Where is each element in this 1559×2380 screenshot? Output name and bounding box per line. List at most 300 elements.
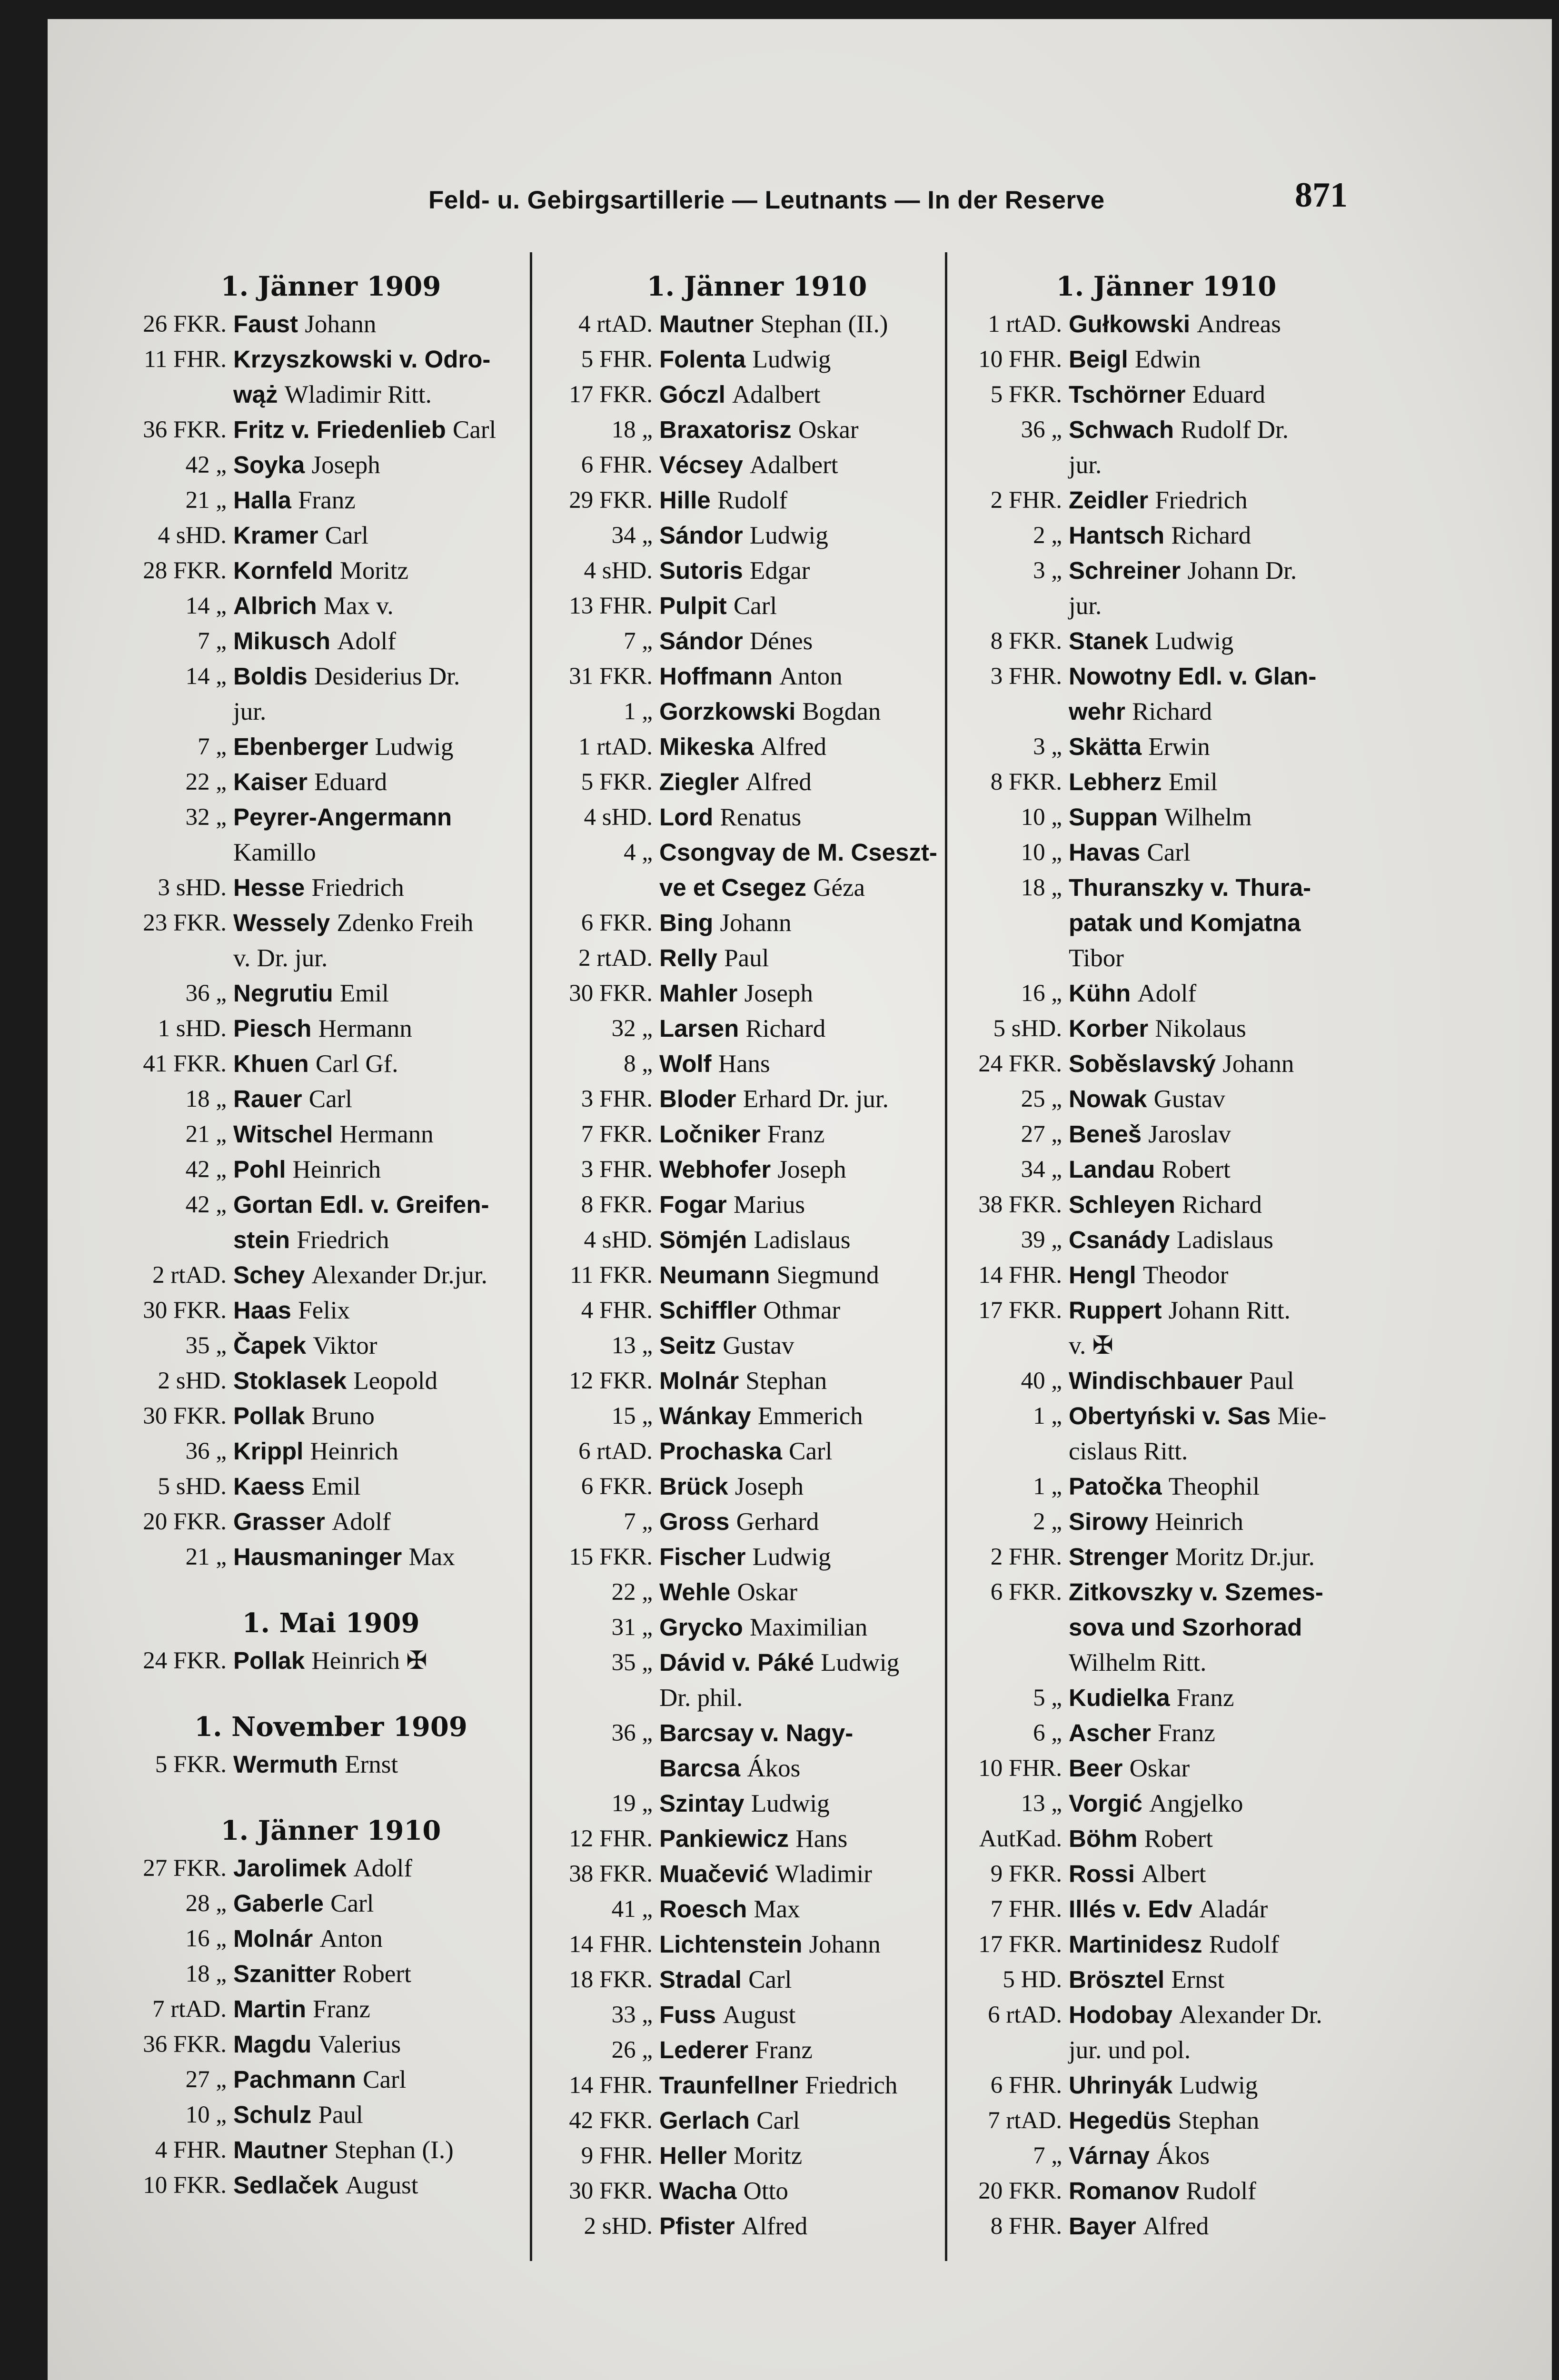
officer-name: [233, 518, 536, 553]
officer-entry: [552, 764, 962, 800]
officer-entry: [962, 1962, 1371, 1997]
surname: wehr: [1069, 698, 1126, 725]
officer-entry: [552, 1328, 962, 1363]
surname: Tschörner: [1069, 381, 1186, 408]
surname: Magdu: [233, 2031, 312, 2058]
officer-name: [659, 1680, 962, 1716]
officer-entry: [552, 1258, 962, 1293]
surname: Gorzkowski: [659, 698, 796, 725]
officer-name: [659, 1962, 962, 1997]
officer-name: [1069, 694, 1371, 729]
officer-name: [659, 342, 962, 377]
surname: Halla: [233, 486, 291, 514]
unit-number: 27 „: [1021, 1121, 1062, 1148]
surname: Hegedüs: [1069, 2107, 1172, 2134]
given-name: Alexander Dr.jur.: [311, 1261, 487, 1289]
unit-number: 6 FHR.: [990, 2072, 1062, 2099]
given-name: Johann: [1222, 1050, 1294, 1078]
given-name: Robert: [342, 1960, 411, 1988]
officer-name: [659, 1539, 962, 1575]
officer-name: [233, 1434, 536, 1469]
given-name: Mie-: [1277, 1402, 1327, 1430]
officer-name: [659, 2068, 962, 2103]
officer-entry: [552, 1716, 962, 1751]
unit-number: 4 sHD.: [584, 804, 653, 831]
officer-entry: [962, 870, 1371, 905]
unit-number: 18 „: [185, 1086, 227, 1112]
surname: Lebherz: [1069, 768, 1162, 795]
given-name: August: [345, 2172, 418, 2199]
surname: Mikusch: [233, 627, 331, 654]
given-name: jur.: [1069, 592, 1102, 620]
given-name: Adolf: [337, 627, 396, 655]
given-name: Stephan (II.): [760, 310, 888, 338]
surname: Seitz: [659, 1332, 716, 1359]
unit-number: 10 „: [1021, 839, 1062, 866]
officer-entry: [126, 1187, 536, 1222]
officer-name: [659, 2033, 962, 2068]
officer-name: [1069, 1011, 1371, 1046]
officer-entry: [552, 1222, 962, 1258]
unit-number: 30 FKR.: [143, 1403, 227, 1429]
given-name: Emil: [311, 1473, 361, 1500]
unit-number: 25 „: [1021, 1086, 1062, 1112]
unit-number: 6 „: [1033, 1720, 1062, 1746]
officer-entry: [962, 412, 1371, 447]
officer-entry: [962, 1892, 1371, 1927]
surname: Krzyszkowski v. Odro-: [233, 346, 491, 373]
given-name: Paul: [318, 2101, 363, 2129]
officer-name: [233, 1504, 536, 1539]
officer-entry: [126, 624, 536, 659]
officer-name: [233, 1328, 536, 1363]
officer-name: [233, 659, 536, 694]
surname: Wehle: [659, 1578, 731, 1606]
surname: Beneš: [1069, 1121, 1142, 1148]
page-title: Feld- u. Gebirgsartillerie — Leutnants — In der Reserve: [428, 186, 1105, 214]
officer-name: [1069, 1046, 1371, 1081]
unit-number: 7 „: [624, 1508, 653, 1535]
unit-number: 5 „: [1033, 1685, 1062, 1711]
surname: Sándor: [659, 522, 743, 549]
officer-name: [1069, 1152, 1371, 1187]
officer-name: [659, 1997, 962, 2033]
officer-name: [659, 941, 962, 976]
unit-number: 15 FKR.: [569, 1544, 653, 1570]
officer-name: [233, 729, 536, 764]
officer-entry: [126, 1921, 536, 1956]
surname: ve et Csegez: [659, 874, 806, 901]
given-name: jur.: [233, 698, 267, 725]
unit-number: 34 „: [1021, 1156, 1062, 1183]
given-name: Ludwig: [821, 1649, 900, 1676]
surname: Obertyński v. Sas: [1069, 1402, 1271, 1429]
officer-entry: [962, 1645, 1371, 1680]
unit-number: 18 „: [185, 1961, 227, 1987]
unit-number: 14 FHR.: [978, 1262, 1062, 1289]
unit-number: 10 FKR.: [143, 2172, 227, 2199]
officer-name: [1069, 1539, 1371, 1575]
given-name: Johann Dr.: [1187, 557, 1297, 585]
officer-name: [659, 1504, 962, 1539]
officer-name: [659, 1856, 962, 1892]
surname: Soyka: [233, 451, 305, 478]
officer-entry: [962, 1680, 1371, 1716]
surname: Webhofer: [659, 1156, 771, 1183]
officer-entry: [962, 941, 1371, 976]
officer-name: [1069, 518, 1371, 553]
given-name: Aladár: [1199, 1895, 1268, 1923]
unit-number: 13 FHR.: [569, 593, 653, 619]
surname: Pollak: [233, 1402, 305, 1429]
officer-name: [1069, 1258, 1371, 1293]
unit-number: 34 „: [611, 522, 653, 549]
officer-name: [659, 1117, 962, 1152]
officer-entry: [962, 1011, 1371, 1046]
officer-name: [659, 1716, 962, 1751]
given-name: Felix: [298, 1297, 350, 1324]
officer-name: [659, 1152, 962, 1187]
officer-name: [1069, 1645, 1371, 1680]
officer-entry: [126, 2097, 536, 2132]
officer-name: [233, 870, 536, 905]
officer-entry: [552, 1046, 962, 1081]
officer-name: [1069, 342, 1371, 377]
surname: sova und Szorhorad: [1069, 1614, 1302, 1641]
officer-entry: [126, 307, 536, 342]
given-name: Otto: [743, 2177, 788, 2205]
given-name: Marius: [733, 1191, 805, 1219]
surname: Pohl: [233, 1156, 286, 1183]
officer-name: [659, 1293, 962, 1328]
given-name: Maximilian: [749, 1614, 868, 1641]
surname: Kühn: [1069, 980, 1131, 1007]
unit-number: 2 rtAD.: [578, 945, 653, 972]
officer-entry: [126, 941, 536, 976]
given-name: Géza: [813, 874, 865, 902]
given-name: Johann Ritt.: [1168, 1297, 1291, 1324]
officer-name: [233, 307, 536, 342]
officer-entry: [552, 2068, 962, 2103]
officer-entry: [552, 1434, 962, 1469]
unit-number: 42 FKR.: [569, 2107, 653, 2134]
officer-name: [659, 377, 962, 412]
given-name: Adolf: [1137, 980, 1197, 1007]
officer-entry: [552, 659, 962, 694]
officer-name: [233, 447, 536, 483]
officer-name: [233, 1398, 536, 1434]
officer-name: [659, 2103, 962, 2138]
surname: Soběslavský: [1069, 1050, 1216, 1077]
given-name: Max v.: [323, 592, 394, 620]
officer-entry: [126, 1469, 536, 1504]
officer-entry: [962, 1575, 1371, 1610]
surname: Gortan Edl. v. Greifen-: [233, 1191, 489, 1218]
surname: Ruppert: [1069, 1297, 1162, 1324]
surname: Korber: [1069, 1015, 1149, 1042]
officer-entry: [126, 1152, 536, 1187]
given-name: Ludwig: [375, 733, 454, 761]
given-name: Wladimir: [775, 1860, 872, 1888]
unit-number: 41 „: [611, 1896, 653, 1923]
unit-number: 18 FKR.: [569, 1966, 653, 1993]
officer-entry: [552, 588, 962, 624]
officer-name: [1069, 800, 1371, 835]
surname: Molnár: [659, 1367, 739, 1394]
officer-name: [233, 2168, 536, 2203]
given-name: Johann: [809, 1931, 881, 1958]
given-name: Richard: [1171, 522, 1251, 549]
surname: Stradal: [659, 1966, 742, 1993]
given-name: Ernst: [1171, 1966, 1225, 1993]
unit-number: 11 FHR.: [144, 346, 227, 373]
unit-number: 36 „: [185, 1438, 227, 1465]
unit-number: 1 „: [624, 698, 653, 725]
officer-name: [233, 764, 536, 800]
unit-number: 22 „: [611, 1579, 653, 1606]
officer-entry: [126, 976, 536, 1011]
unit-number: 5 FKR.: [581, 769, 653, 795]
surname: Wermuth: [233, 1751, 338, 1778]
officer-name: [233, 483, 536, 518]
officer-name: [233, 694, 536, 729]
given-name: Carl: [325, 522, 369, 549]
unit-number: 18 „: [1021, 874, 1062, 901]
officer-entry: [962, 1856, 1371, 1892]
officer-entry: [962, 694, 1371, 729]
officer-name: [233, 2132, 536, 2168]
officer-name: [1069, 2103, 1371, 2138]
officer-name: [233, 1081, 536, 1117]
unit-number: 2 FHR.: [990, 1544, 1062, 1570]
officer-name: [659, 1222, 962, 1258]
surname: Rossi: [1069, 1860, 1135, 1887]
officer-name: [1069, 1610, 1371, 1645]
officer-name: [1069, 1927, 1371, 1962]
officer-name: [659, 1398, 962, 1434]
officer-entry: [126, 518, 536, 553]
officer-entry: [962, 2033, 1371, 2068]
given-name: Leopold: [353, 1367, 437, 1395]
officer-name: [233, 1886, 536, 1921]
given-name: Franz: [755, 2036, 813, 2064]
surname: Pfister: [659, 2212, 735, 2240]
surname: Ziegler: [659, 768, 739, 795]
officer-entry: [552, 1187, 962, 1222]
officer-name: [1069, 976, 1371, 1011]
surname: Hoffmann: [659, 663, 773, 690]
officer-name: [233, 941, 536, 976]
given-name: Franz: [298, 486, 356, 514]
officer-name: [1069, 1821, 1371, 1856]
officer-name: [233, 342, 536, 377]
surname: Fogar: [659, 1191, 727, 1218]
officer-entry: [962, 1222, 1371, 1258]
surname: Roesch: [659, 1895, 747, 1923]
surname: Schiffler: [659, 1297, 757, 1324]
surname: Pachmann: [233, 2066, 356, 2093]
officer-entry: [962, 342, 1371, 377]
given-name: Max: [408, 1543, 455, 1571]
officer-entry: [552, 694, 962, 729]
officer-entry: [126, 870, 536, 905]
officer-entry: [552, 483, 962, 518]
surname: Lord: [659, 803, 714, 831]
officer-name: [659, 905, 962, 941]
surname: patak und Komjatna: [1069, 909, 1301, 936]
surname: Wolf: [659, 1050, 712, 1077]
column-1: [126, 267, 536, 2203]
officer-entry: [552, 447, 962, 483]
given-name: Gustav: [723, 1332, 794, 1359]
unit-number: 10 FHR.: [978, 1755, 1062, 1782]
officer-name: [1069, 1786, 1371, 1821]
given-name: Moritz: [339, 557, 409, 585]
officer-name: [1069, 1504, 1371, 1539]
surname: Vorgić: [1069, 1790, 1142, 1817]
unit-number: 30 FKR.: [569, 2178, 653, 2204]
given-name: Heinrich: [1155, 1508, 1243, 1536]
unit-number: 26 „: [611, 2037, 653, 2063]
unit-number: 1 rtAD.: [988, 311, 1062, 337]
officer-entry: [126, 2062, 536, 2097]
surname: Brück: [659, 1473, 728, 1500]
given-name: Carl: [748, 1966, 792, 1993]
officer-entry: [962, 659, 1371, 694]
officer-entry: [962, 1610, 1371, 1645]
officer-entry: [126, 1258, 536, 1293]
surname: Wessely: [233, 909, 330, 936]
surname: Ločniker: [659, 1121, 761, 1148]
officer-entry: [962, 1997, 1371, 2033]
officer-entry: [126, 377, 536, 412]
officer-name: [233, 1469, 536, 1504]
officer-name: [659, 2138, 962, 2173]
officer-name: [659, 764, 962, 800]
surname: Mikeska: [659, 733, 754, 760]
surname: stein: [233, 1226, 290, 1253]
surname: Kaiser: [233, 768, 308, 795]
unit-number: 14 FHR.: [569, 1931, 653, 1958]
given-name: Angjelko: [1149, 1790, 1243, 1817]
surname: Beigl: [1069, 346, 1128, 373]
unit-number: 4 rtAD.: [578, 311, 653, 337]
surname: Faust: [233, 310, 298, 337]
given-name: Hermann: [339, 1121, 434, 1148]
given-name: Alexander Dr.: [1179, 2001, 1322, 2029]
officer-name: [1069, 835, 1371, 870]
unit-number: 2 sHD.: [584, 2213, 653, 2240]
given-name: Ladislaus: [754, 1226, 851, 1254]
officer-entry: [552, 2209, 962, 2244]
surname: Barcsa: [659, 1755, 741, 1782]
officer-name: [233, 1152, 536, 1187]
page-number: 871: [1295, 176, 1348, 215]
unit-number: 3 sHD.: [158, 874, 227, 901]
officer-entry: [552, 1962, 962, 1997]
unit-number: 41 FKR.: [143, 1051, 227, 1077]
unit-number: 2 „: [1033, 522, 1062, 549]
unit-number: 28 FKR.: [143, 557, 227, 584]
unit-number: 32 „: [611, 1015, 653, 1042]
officer-entry: [552, 1293, 962, 1328]
unit-number: 17 FKR.: [569, 381, 653, 408]
unit-number: 14 FHR.: [569, 2072, 653, 2099]
unit-number: 4 FHR.: [581, 1297, 653, 1324]
unit-number: 8 FKR.: [990, 769, 1062, 795]
unit-number: 1 rtAD.: [578, 734, 653, 760]
officer-entry: [552, 1398, 962, 1434]
officer-name: [1069, 553, 1371, 588]
given-name: Paul: [1249, 1367, 1294, 1395]
officer-name: [1069, 1469, 1371, 1504]
given-name: Zdenko Freih: [337, 909, 474, 937]
given-name: Adolf: [332, 1508, 391, 1536]
surname: Schwach: [1069, 416, 1174, 443]
surname: Csongvay de M. Cseszt-: [659, 839, 937, 866]
officer-name: [233, 1258, 536, 1293]
unit-number: 21 „: [185, 1121, 227, 1148]
officer-name: [233, 1956, 536, 1992]
officer-name: [659, 624, 962, 659]
unit-number: 7 „: [1033, 2142, 1062, 2169]
officer-entry: [552, 870, 962, 905]
given-name: Rudolf Dr.: [1181, 416, 1289, 444]
given-name: Friedrich: [1155, 486, 1248, 514]
officer-name: [1069, 1434, 1371, 1469]
surname: Pankiewicz: [659, 1825, 789, 1852]
officer-entry: [552, 342, 962, 377]
given-name: Eduard: [1192, 381, 1265, 408]
given-name: Ákos: [1156, 2142, 1210, 2170]
surname: Bayer: [1069, 2212, 1136, 2240]
unit-number: 2 FHR.: [990, 487, 1062, 514]
section-gap: [126, 1575, 536, 1603]
surname: Sirowy: [1069, 1508, 1149, 1535]
surname: Folenta: [659, 346, 746, 373]
given-name: Wilhelm: [1164, 803, 1252, 831]
officer-entry: [552, 412, 962, 447]
unit-number: 6 FKR.: [581, 1473, 653, 1500]
officer-entry: [126, 1851, 536, 1886]
officer-entry: [962, 624, 1371, 659]
officer-entry: [962, 588, 1371, 624]
given-name: Erwin: [1148, 733, 1210, 761]
surname: Gerlach: [659, 2107, 750, 2134]
given-name: Stephan: [1178, 2107, 1260, 2134]
given-name: Ludwig: [749, 522, 828, 549]
given-name: Hans: [795, 1825, 848, 1853]
unit-number: 36 „: [1021, 416, 1062, 443]
unit-number: 2 rtAD.: [152, 1262, 227, 1289]
unit-number: 20 FKR.: [143, 1508, 227, 1535]
officer-name: [233, 588, 536, 624]
surname: Uhrinyák: [1069, 2072, 1173, 2099]
officer-entry: [962, 800, 1371, 835]
officer-entry: [126, 1222, 536, 1258]
given-name: Ernst: [345, 1751, 398, 1778]
officer-name: [659, 1751, 962, 1786]
surname: Szintay: [659, 1790, 745, 1817]
unit-number: 9 FHR.: [581, 2142, 653, 2169]
given-name: Franz: [767, 1121, 825, 1148]
unit-number: 1 sHD.: [158, 1015, 227, 1042]
given-name: Kamillo: [233, 839, 316, 866]
officer-entry: [962, 976, 1371, 1011]
unit-number: 5 FKR.: [155, 1751, 227, 1778]
given-name: Carl: [363, 2066, 407, 2093]
given-name: Valerius: [318, 2031, 401, 2058]
